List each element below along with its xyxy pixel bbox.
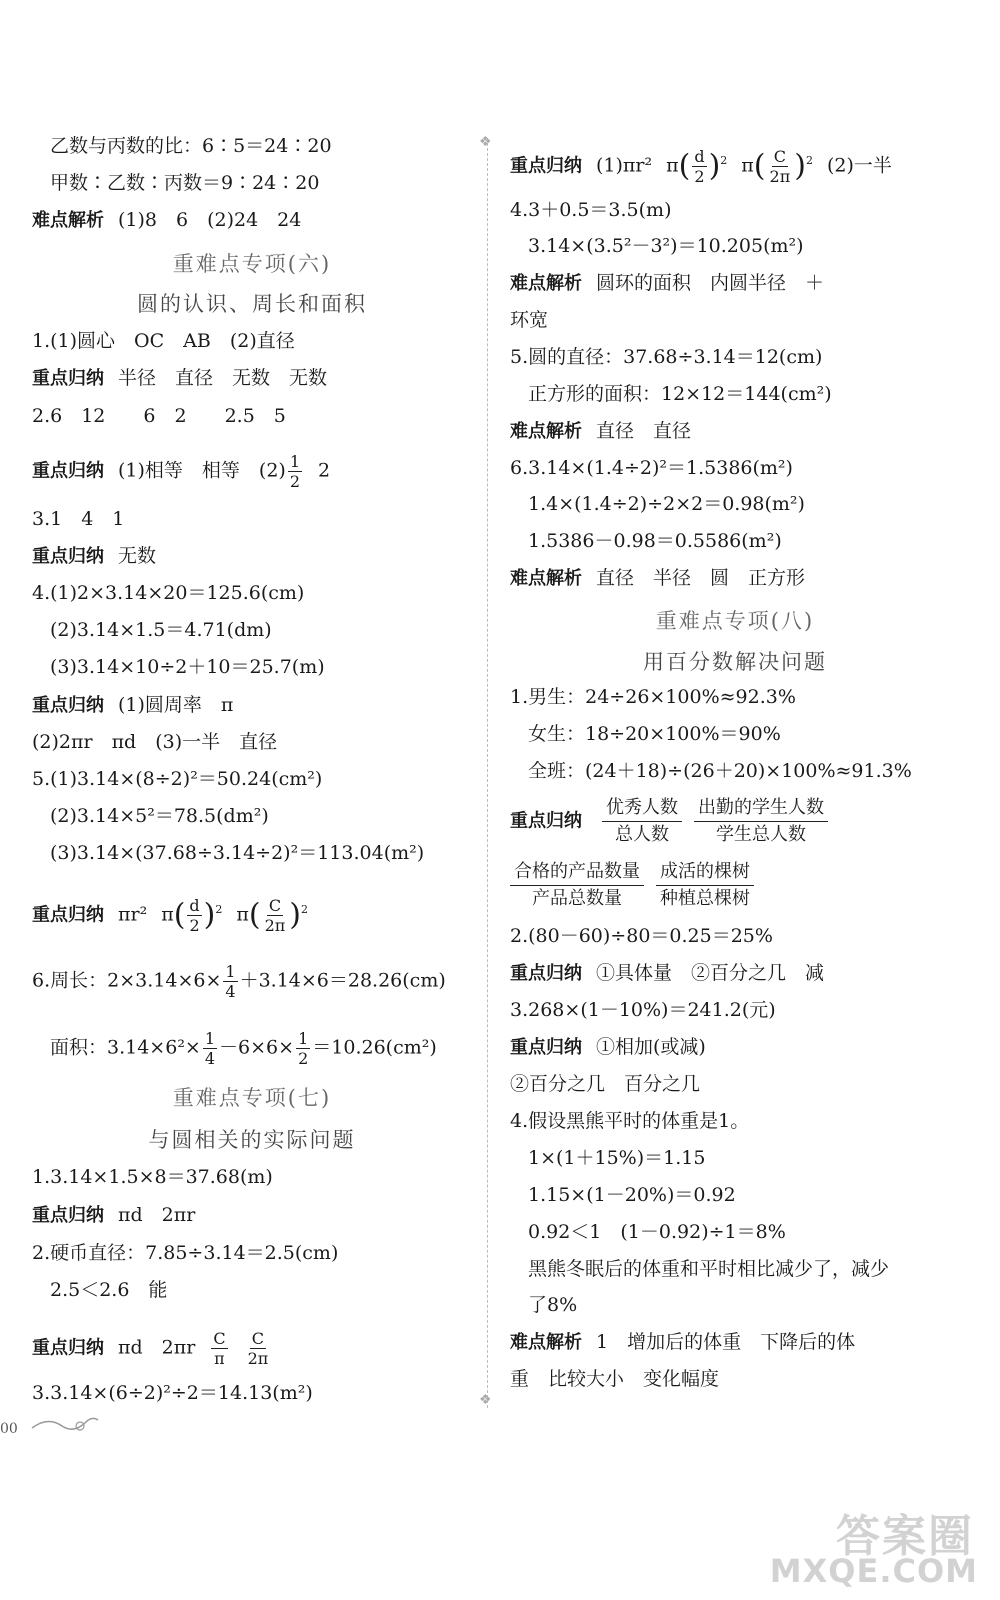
answer-text: (1)相等 相等 (2) [118, 459, 286, 482]
text-line: 甲数∶乙数∶丙数＝9∶24∶20 [50, 172, 320, 194]
label-difficulty: 难点解析 [510, 1332, 582, 1353]
label-key: 重点归纳 [510, 810, 582, 832]
label-key: 重点归纳 [32, 546, 104, 567]
answer-line [32, 365, 327, 392]
section-subtitle: 用百分数解决问题 [643, 650, 827, 674]
answer-line [510, 565, 805, 592]
fraction: $\frac{1}{2}$ [298, 1029, 309, 1068]
text-line: 4.(1)2×3.14×20＝125.6(cm) [32, 582, 305, 604]
text-line: 正方形的面积：12×12＝144(cm²) [528, 383, 832, 405]
section-title: 重难点专项(六) [172, 252, 332, 276]
answer-line [32, 543, 156, 570]
column-divider [487, 138, 488, 1408]
text-line: 重 比较大小 变化幅度 [510, 1368, 720, 1390]
text-line: 3.1 4 1 [32, 508, 125, 530]
text-line: 5.(1)3.14×(8÷2)²＝50.24(cm²) [32, 768, 323, 790]
text-line: 1.男生：24÷26×100%≈92.3% [510, 686, 796, 708]
page-number: 00 [0, 1421, 18, 1437]
answer-line [32, 1329, 272, 1368]
section-title: 重难点专项(七) [172, 1086, 332, 1110]
text-line: 2.6 12 6 2 2.5 5 [32, 405, 286, 427]
text-line: 2.5＜2.6 能 [50, 1279, 168, 1301]
label-key: 重点归纳 [32, 1337, 104, 1359]
word-fraction: $\frac{\text{成活的棵树}}{\text{种植总棵树}}$ [656, 859, 754, 912]
text-line: 1.5386－0.98＝0.5586(m²) [528, 530, 782, 552]
label-key: 重点归纳 [32, 1205, 104, 1226]
word-fraction: $\frac{\text{出勤的学生人数}}{\text{学生总人数}}$ [694, 795, 828, 848]
watermark-text: 答案圈 [836, 1511, 974, 1562]
text-line: 女生：18÷20×100%＝90% [528, 723, 781, 745]
answer-text: (2)一半 [826, 154, 892, 177]
text-line: 3.268×(1－10%)＝241.2(元) [510, 999, 776, 1021]
text-line: (3)3.14×(37.68÷3.14÷2)²＝113.04(m²) [50, 842, 425, 864]
answer-text: ①具体量 ②百分之几 减 [596, 962, 825, 984]
text-line: 5.圆的直径：37.68÷3.14＝12(cm) [510, 346, 823, 368]
answer-line [510, 270, 824, 297]
text-line: 了8% [528, 1294, 578, 1316]
section-title: 重难点专项(八) [655, 609, 815, 633]
answer-text: ①相加(或减) [596, 1036, 706, 1058]
answer-line [32, 1202, 195, 1229]
formula-line: 面积：3.14×6²× $\frac{1}{4}$ －6×6× $\frac{1}{2}$ ＝10.26(cm²) [50, 1029, 437, 1068]
label-key: 重点归纳 [32, 695, 104, 716]
label-difficulty: 难点解析 [510, 568, 582, 589]
text-line: 黑熊冬眠后的体重和平时相比减少了，减少 [528, 1258, 890, 1280]
text-line: 1.4×(1.4÷2)÷2×2＝0.98(m²) [528, 493, 805, 515]
text-line: (3)3.14×10÷2＋10＝25.7(m) [50, 656, 325, 678]
text-line: 1.(1)圆心 OC AB (2)直径 [32, 330, 295, 352]
fraction: $\frac{1}{4}$ [225, 962, 236, 1001]
label-difficulty: 难点解析 [510, 421, 582, 442]
text-line: (2)3.14×5²＝78.5(dm²) [50, 805, 269, 827]
fraction: $\frac{d}{2}$ [189, 896, 200, 935]
answer-line [510, 1329, 855, 1356]
answer-text: 1 增加后的体重 下降后的体 [596, 1331, 856, 1353]
text-line: 3.3.14×(6÷2)²÷2＝14.13(m²) [32, 1382, 313, 1404]
formula: πr² [118, 903, 148, 926]
fraction: $\frac{d}{2}$ [694, 147, 705, 186]
text-line: 乙数与丙数的比：6∶5＝24∶20 [50, 135, 332, 157]
answer-line [510, 1034, 706, 1061]
answer-text: 2 [318, 459, 331, 482]
answer-line [510, 859, 760, 912]
label-difficulty: 难点解析 [510, 273, 582, 294]
answer-line: 重点归纳 (1)πr² π( $\frac{d}{2}$ )$^2$ π( $\frac{C}{2\pi}$ )$^2$ (2)一半 [510, 147, 892, 186]
answer-text: (1)8 6 (2)24 24 [118, 209, 302, 231]
answer-text: 直径 直径 [596, 420, 692, 442]
formula: (1)πr² [596, 154, 653, 177]
answer-line [32, 207, 301, 234]
fraction: $\frac{C}{2\pi}$ [769, 147, 791, 186]
section-subtitle: 与圆相关的实际问题 [148, 1128, 356, 1152]
answer-text: πd 2πr [118, 1204, 196, 1226]
label-key: 重点归纳 [510, 963, 582, 984]
divider-ornament-icon: ❖ [479, 1392, 492, 1408]
answer-text: πd 2πr [118, 1336, 196, 1359]
answer-line [32, 692, 233, 719]
answer-text: 半径 直径 无数 无数 [118, 367, 328, 389]
text-line: 环宽 [510, 309, 549, 331]
text-line: 全班：(24＋18)÷(26＋20)×100%≈91.3% [528, 760, 912, 782]
text-line: 0.92＜1 (1－0.92)÷1＝8% [528, 1221, 786, 1243]
text-line: (2)2πr πd (3)一半 直径 [32, 731, 278, 753]
footer-swirl-icon [30, 1412, 100, 1436]
answer-line [32, 452, 330, 491]
answer-text: 直径 半径 圆 正方形 [596, 567, 806, 589]
label-key: 重点归纳 [510, 1037, 582, 1058]
label-key: 重点归纳 [32, 904, 104, 926]
text-line: ②百分之几 百分之几 [510, 1073, 701, 1095]
label-difficulty: 难点解析 [32, 210, 104, 231]
text-line: 2.(80－60)÷80＝0.25＝25% [510, 925, 773, 947]
answer-text: (1)圆周率 π [118, 694, 234, 716]
text-line: 6.3.14×(1.4÷2)²＝1.5386(m²) [510, 457, 793, 479]
answer-line [510, 418, 691, 445]
text-line: 4.3＋0.5＝3.5(m) [510, 199, 672, 221]
answer-text: 无数 [118, 545, 157, 567]
word-fraction: $\frac{\text{优秀人数}}{\text{总人数}}$ [602, 795, 682, 848]
text-line: 2.硬币直径：7.85÷3.14＝2.5(cm) [32, 1242, 339, 1264]
fraction: $\frac{C}{\pi}$ [213, 1329, 226, 1368]
answer-line [510, 960, 824, 987]
text-line: 1.15×(1－20%)＝0.92 [528, 1184, 736, 1206]
label-key: 重点归纳 [32, 460, 104, 482]
fraction: $\frac{1}{4}$ [204, 1029, 216, 1068]
divider-ornament-icon: ❖ [479, 134, 492, 150]
formula-line: 6.周长：2×3.14×6× $\frac{1}{4}$ ＋3.14×6＝28.26(cm) [32, 962, 446, 1001]
fraction: $\frac{1}{2}$ [289, 452, 301, 491]
text-line: (2)3.14×1.5＝4.71(dm) [50, 619, 272, 641]
answer-line [510, 795, 834, 848]
label-key: 重点归纳 [32, 368, 104, 389]
text-line: 1.3.14×1.5×8＝37.68(m) [32, 1166, 273, 1188]
answer-line: 重点归纳 πr² π( $\frac{d}{2}$ )$^2$ π( $\frac{C}{2\pi}$ )$^2$ [32, 896, 309, 935]
text-line: 4.假设黑熊平时的体重是1。 [510, 1110, 750, 1132]
answer-text: 圆环的面积 内圆半径 ＋ [596, 272, 825, 294]
fraction: $\frac{C}{2\pi}$ [264, 896, 286, 935]
text-line: 3.14×(3.5²－3²)＝10.205(m²) [528, 235, 804, 257]
watermark [769, 1500, 982, 1595]
text-line: 1×(1＋15%)＝1.15 [528, 1147, 706, 1169]
fraction: $\frac{C}{2\pi}$ [247, 1329, 269, 1368]
label-key: 重点归纳 [510, 155, 582, 177]
watermark-url: MXQE.COM [769, 1552, 978, 1590]
section-subtitle: 圆的认识、周长和面积 [137, 292, 367, 316]
word-fraction: $\frac{\text{合格的产品数量}}{\text{产品总数量}}$ [510, 859, 644, 912]
